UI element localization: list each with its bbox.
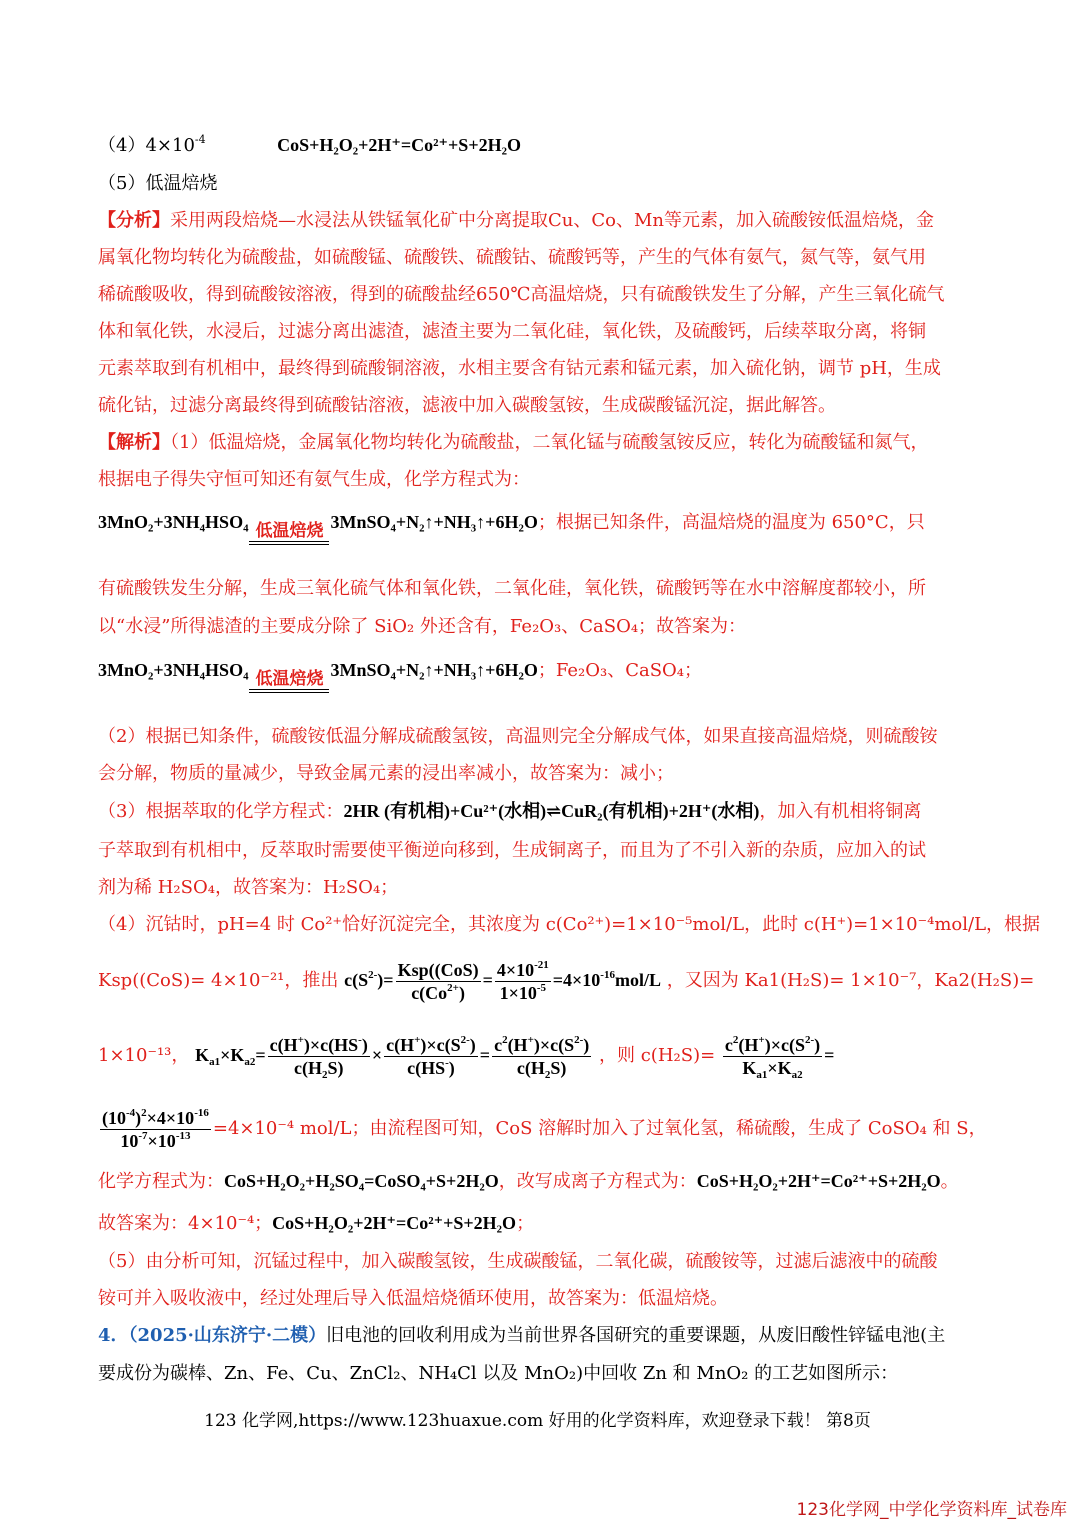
question-4-line-1	[98, 1323, 983, 1349]
extraction-equation: 2HR (有机相)+Cu²⁺(水相)⇌CuR₂(有机相)+2H⁺(水相)	[343, 801, 760, 821]
condition-arrow-2	[249, 669, 329, 693]
watermark-label: 123化学网_中学化学资料库_试卷库	[796, 1500, 1067, 1520]
analysis-line-2: 属氧化物均转化为硫酸盐，如硫酸锰、硫酸铁、硫酸钴、硫酸钙等，产生的气体有氨气，氮气等，氨气用	[98, 247, 926, 268]
solution-line-4: 有硫酸铁发生分解，生成三氧化硫气体和氧化铁，二氧化硅，氧化铁，硫酸钙等在水中溶解度都较小，所	[98, 578, 926, 599]
part4-text-5c: 。	[940, 1171, 959, 1192]
cos-dissolution-equation: CoS+H₂O₂+H₂SO₄=CoSO₄+S+2H₂O	[224, 1171, 499, 1191]
analysis-line-3: 稀硫酸吸收，得到硫酸铵溶液，得到的硫酸盐经650℃高温焙烧，只有硫酸铁发生了分解，产生三氧化硫气	[98, 284, 945, 305]
answer-4	[98, 132, 983, 159]
part4-text-6b: ；	[516, 1213, 535, 1234]
part4-line-6	[98, 1210, 983, 1237]
analysis-line-4: 体和氧化铁，水浸后，过滤分离出滤渣，滤渣主要为二氧化硅，氧化铁，及硫酸钙，后续萃取分离，将铜	[98, 321, 926, 342]
part5-line-2: 铵可并入吸收液中，经过处理后导入低温焙烧循环使用，故答案为：低温焙烧。	[98, 1288, 728, 1309]
part4-text-3b: ，则 c(H₂S)=	[599, 1045, 716, 1066]
solution-text-3: ；根据已知条件，高温焙烧的温度为 650°C，只	[537, 512, 925, 533]
answer-5: （5）低温焙烧	[98, 173, 218, 194]
part4-text-4b: =4×10⁻⁴ mol/L；由流程图可知，CoS 溶解时加入了过氧化氢，稀硫酸，生成了 CoSO₄ 和 S，	[212, 1118, 987, 1139]
part4-text-2a: Ksp((CoS)= 4×10⁻²¹，推出	[98, 970, 339, 991]
part4-line-3	[98, 1024, 983, 1087]
analysis-line-6: 硫化钴，过滤分离最终得到硫酸钴溶液，滤液中加入碳酸氢铵，生成碳酸锰沉淀，据此解答。	[98, 395, 836, 416]
h2s-numeric-fraction: $\frac{(10^{-4})^2\times 4\times 10^{-16}}{10^{-7}\times 10^{-13}}$	[102, 1107, 209, 1152]
analysis-line-1	[98, 208, 983, 234]
analysis-line-5: 元素萃取到有机相中，最终得到硫酸铜溶液，水相主要含有钴元素和锰元素，加入硫化钠，调节 pH，生成	[98, 358, 941, 379]
reaction-equation-2	[98, 648, 983, 693]
condition-label: 低温焙烧	[255, 521, 324, 541]
reaction-equation-1	[98, 500, 983, 545]
eq2-left: 3MnO₂+3NH₄HSO₄	[98, 660, 249, 680]
part3-line-2: 子萃取到有机相中，反萃取时需要使平衡逆向移到，生成铜离子，而且为了不引入新的杂质，应加入的试	[98, 840, 926, 861]
part2-line-1: （2）根据已知条件，硫酸铵低温分解成硫酸氢铵，高温则完全分解成气体，如果直接高温焙烧，则硫酸铵	[98, 726, 938, 747]
question-source: （2025·山东济宁·二模）	[128, 1325, 327, 1346]
eq1-right: 3MnSO₄+N₂↑+NH₃↑+6H₂O	[330, 512, 538, 532]
answer-4-value: （4）4×10	[98, 135, 195, 156]
solution-line-2: 根据电子得失守恒可知还有氨气生成，化学方程式为：	[98, 469, 530, 490]
sulfide-conc-formula: $c(S^{2-})=$ $\frac{\text{Ksp((CoS)}}{c(Co^{2+})}$ = $\frac{4\times 10^{-21}}{1\times 10^{-5}}$ $=4\times 10^{-16}mol/L$	[344, 959, 661, 1004]
eq2-right: 3MnSO₄+N₂↑+NH₃↑+6H₂O	[330, 660, 538, 680]
part4-line-4	[98, 1098, 987, 1159]
analysis-tag: 【分析】	[98, 210, 170, 231]
analysis-text-1: 采用两段焙烧—水浸法从铁锰氧化矿中分离提取Cu、Co、Mn等元素，加入硫酸铵低温焙烧，金	[170, 210, 934, 231]
condition-arrow	[249, 521, 329, 545]
part4-text-5b: ，改写成离子方程式为：	[498, 1171, 697, 1192]
solution-text-1: （1）低温焙烧，金属氧化物均转化为硫酸盐，二氧化锰与硫酸氢铵反应，转化为硫酸锰和氮气，	[170, 432, 929, 453]
solution-line-5: 以“水浸”所得滤渣的主要成分除了 SiO₂ 外还含有，Fe₂O₃、CaSO₄；故答案为：	[98, 616, 747, 637]
page-footer: 123 化学网,https://www.123huaxue.com 好用的化学资料库，欢迎登录下载！ 第8页	[204, 1411, 871, 1431]
solution-line-1	[98, 430, 983, 456]
part4-text-2b: ，又因为 Ka1(H₂S)= 1×10⁻⁷，Ka2(H₂S)=	[666, 970, 1035, 991]
answer-ionic-equation: CoS+H₂O₂+2H⁺=Co²⁺+S+2H₂O	[272, 1213, 517, 1233]
part4-line-1: （4）沉钴时，pH=4 时 Co²⁺恰好沉淀完全，其浓度为 c(Co²⁺)=1×10⁻⁵mol/L，此时 c(H⁺)=1×10⁻⁴mol/L，根据	[98, 914, 1041, 935]
eq1-left: 3MnO₂+3NH₄HSO₄	[98, 512, 249, 532]
equals-bar	[249, 541, 329, 545]
solution-tag: 【解析】	[98, 432, 170, 453]
solution-text-6: ；Fe₂O₃、CaSO₄；	[537, 660, 702, 681]
question-number: 4．	[98, 1325, 129, 1346]
part4-text-6a: 故答案为：4×10⁻⁴；	[98, 1213, 273, 1234]
part4-line-2	[98, 950, 1035, 1011]
part3-line-3: 剂为稀 H₂SO₄，故答案为：H₂SO₄；	[98, 877, 399, 898]
part4-text-3a: 1×10⁻¹³，	[98, 1045, 190, 1066]
question-4-line-2: 要成份为碳棒、Zn、Fe、Cu、ZnCl₂、NH₄Cl 以及 MnO₂)中回收 Zn 和 MnO₂ 的工艺如图所示：	[98, 1363, 899, 1384]
part2-line-2: 会分解，物质的量减少，导致金属元素的浸出率减小，故答案为：减小；	[98, 763, 674, 784]
h2s-conc-formula: $\frac{c^2(H^+)\times c(S^{2-})}{K_{a1}\times K_{a2}}$ =	[724, 1034, 835, 1082]
cos-ionic-equation: CoS+H₂O₂+2H⁺=Co²⁺+S+2H₂O	[696, 1171, 941, 1191]
part5-line-1: （5）由分析可知，沉锰过程中，加入碳酸氢铵，生成碳酸锰，二氧化碳，硫酸铵等，过滤后滤液中的硫酸	[98, 1251, 938, 1272]
part4-text-5a: 化学方程式为：	[98, 1171, 224, 1192]
part3-line-1	[98, 798, 983, 825]
answer-4-equation: CoS+H₂O₂+2H⁺=Co²⁺+S+2H₂O	[277, 135, 521, 155]
part3-text-a: （3）根据萃取的化学方程式：	[98, 801, 344, 822]
equals-bar-2	[249, 689, 329, 693]
condition-label-2: 低温焙烧	[255, 669, 324, 689]
ka-product-formula: $K_{a1}\times K_{a2}=$ $\frac{c(H^+)\times c(HS^-)}{c(H_2S)}$ × $\frac{c(H^+)\times c(S^{2-})}{c(HS^-)}$ = $\frac{c^2(H^+)\times c(S^{2-})}{c(H_2S)}$	[195, 1034, 590, 1082]
part4-line-5	[98, 1168, 983, 1195]
answer-4-exp: -4	[194, 133, 206, 146]
question-text-1: 旧电池的回收利用成为当前世界各国研究的重要课题，从废旧酸性锌锰电池(主	[326, 1325, 946, 1346]
part3-text-b: ，加入有机相将铜离	[759, 801, 922, 822]
